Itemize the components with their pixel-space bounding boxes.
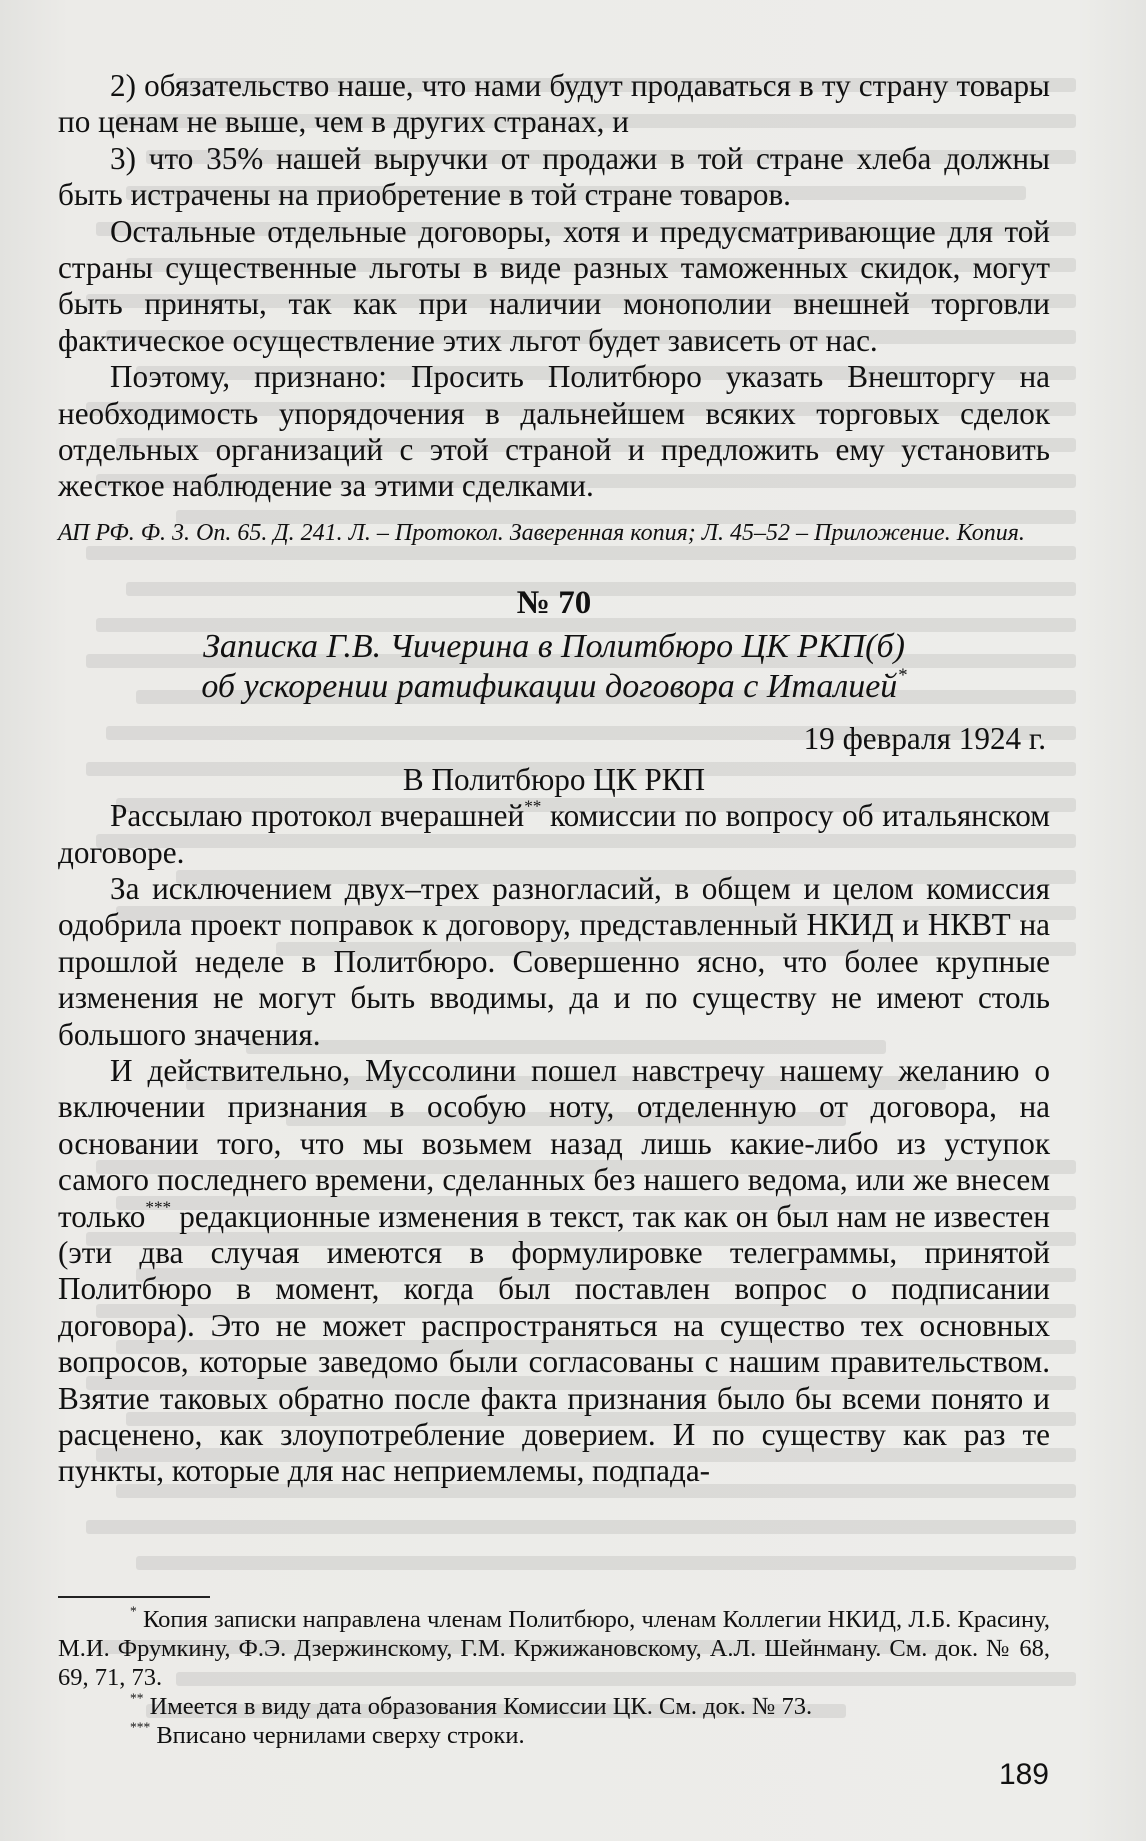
footnote-separator — [58, 1596, 210, 1598]
document-title-line-1: Записка Г.В. Чичерина в Политбюро ЦК РКП(б) — [203, 628, 905, 666]
paragraph-mussolini-text-b: редакционные изменения в текст, так как он был нам не известен (эти два случая имеются в формулировке телеграммы, принятой Политбюро в момент, когда был поставлен вопрос о подписании договора). Это не может распространяться на существо тех основных вопросов, которые заведомо были согласованы с нашим правительством. Взятие таковых обратно после факта признания было бы всеми понято и расценено, как злоупотребление доверием. И по существу как раз те пункты, которые для нас неприемлемы, подпада- — [58, 1198, 1050, 1489]
paragraph-mussolini — [58, 1053, 1050, 1490]
footnote-1 — [58, 1605, 1050, 1692]
footnote-text-1: Копия записки направлена членам Политбюро, членам Коллегии НКИД, Л.Б. Красину, М.И. Фрумкину, Ф.Э. Дзержинскому, Г.М. Кржижановскому, А.Л. Шейнману. См. док. № 68, 69, 71, 73. — [58, 1606, 1050, 1691]
footnote-ref-2: ** — [524, 796, 542, 816]
paragraph-resolution: Поэтому, признано: Просить Политбюро указать Внешторгу на необходимость упорядочения в дальнейшем всяких торговых сделок отдельных организаций с этой страной и предложить ему установить жесткое наблюдение за этими сделками. — [58, 359, 1050, 504]
archive-reference: АП РФ. Ф. 3. Оп. 65. Д. 241. Л. – Протокол. Заверенная копия; Л. 45–52 – Приложение. Копия. — [58, 519, 1025, 546]
footnote-mark-3: *** — [130, 1719, 151, 1735]
document-title-line-2: об ускорении ратификации договора с Италией — [201, 668, 898, 706]
paragraph-protocol-text-b: комиссии по вопросу об итальянском договоре. — [58, 798, 1050, 870]
main-text — [58, 68, 1050, 1490]
footnote-ref-3: *** — [145, 1196, 172, 1216]
paragraph-commission: За исключением двух–трех разногласий, в общем и целом комиссия одобрила проект поправок к договору, представленный НКИД и НКВТ на прошлой неделе в Политбюро. Совершенно ясно, что более крупные изменения не могут быть вводимы, да и по существу не имеют столь большого значения. — [58, 870, 1050, 1052]
paragraph-point-3: 3) что 35% нашей выручки от продажи в той стране хлеба должны быть истрачены на приобретение в той стране товаров. — [58, 140, 1050, 213]
footnote-text-3: Вписано чернилами сверху строки. — [150, 1722, 525, 1749]
paragraph-protocol — [58, 798, 1050, 871]
footnote-2 — [58, 1692, 1050, 1721]
document-addressee: В Политбюро ЦК РКП — [402, 761, 706, 797]
page-number: 189 — [998, 1758, 1049, 1791]
footnote-mark-2: ** — [130, 1690, 144, 1706]
footnotes — [58, 1605, 1050, 1750]
document-title — [58, 627, 1050, 707]
document-date: 19 февраля 1924 г. — [803, 721, 1046, 757]
footnote-text-2: Имеется в виду дата образования Комиссии ЦК. См. док. № 73. — [143, 1693, 813, 1720]
footnote-ref-1: * — [897, 665, 907, 687]
paragraph-point-2: 2) обязательство наше, что нами будут продаваться в ту страну товары по ценам не выше, чем в других странах, и — [58, 68, 1050, 140]
document-number: № 70 — [516, 584, 592, 621]
footnote-3 — [58, 1721, 1050, 1750]
paragraph-other-treaties: Остальные отдельные договоры, хотя и предусматривающие для той страны существенные льготы в виде разных таможенных скидок, могут быть приняты, так как при наличии монополии внешней торговли фактическое осуществление этих льгот будет зависеть от нас. — [58, 213, 1050, 358]
footnote-mark-1: * — [130, 1603, 137, 1619]
paragraph-mussolini-text-a: И действительно, Муссолини пошел навстречу нашему желанию о включении признания в особую ноту, отделенную от договора, на основании того, что мы возьмем назад лишь какие-либо из уступок самого последнего времени, сделанных без нашего ведома, или же внесем только — [58, 1052, 1050, 1234]
paragraph-protocol-text-a: Рассылаю протокол вчерашней — [110, 798, 525, 834]
